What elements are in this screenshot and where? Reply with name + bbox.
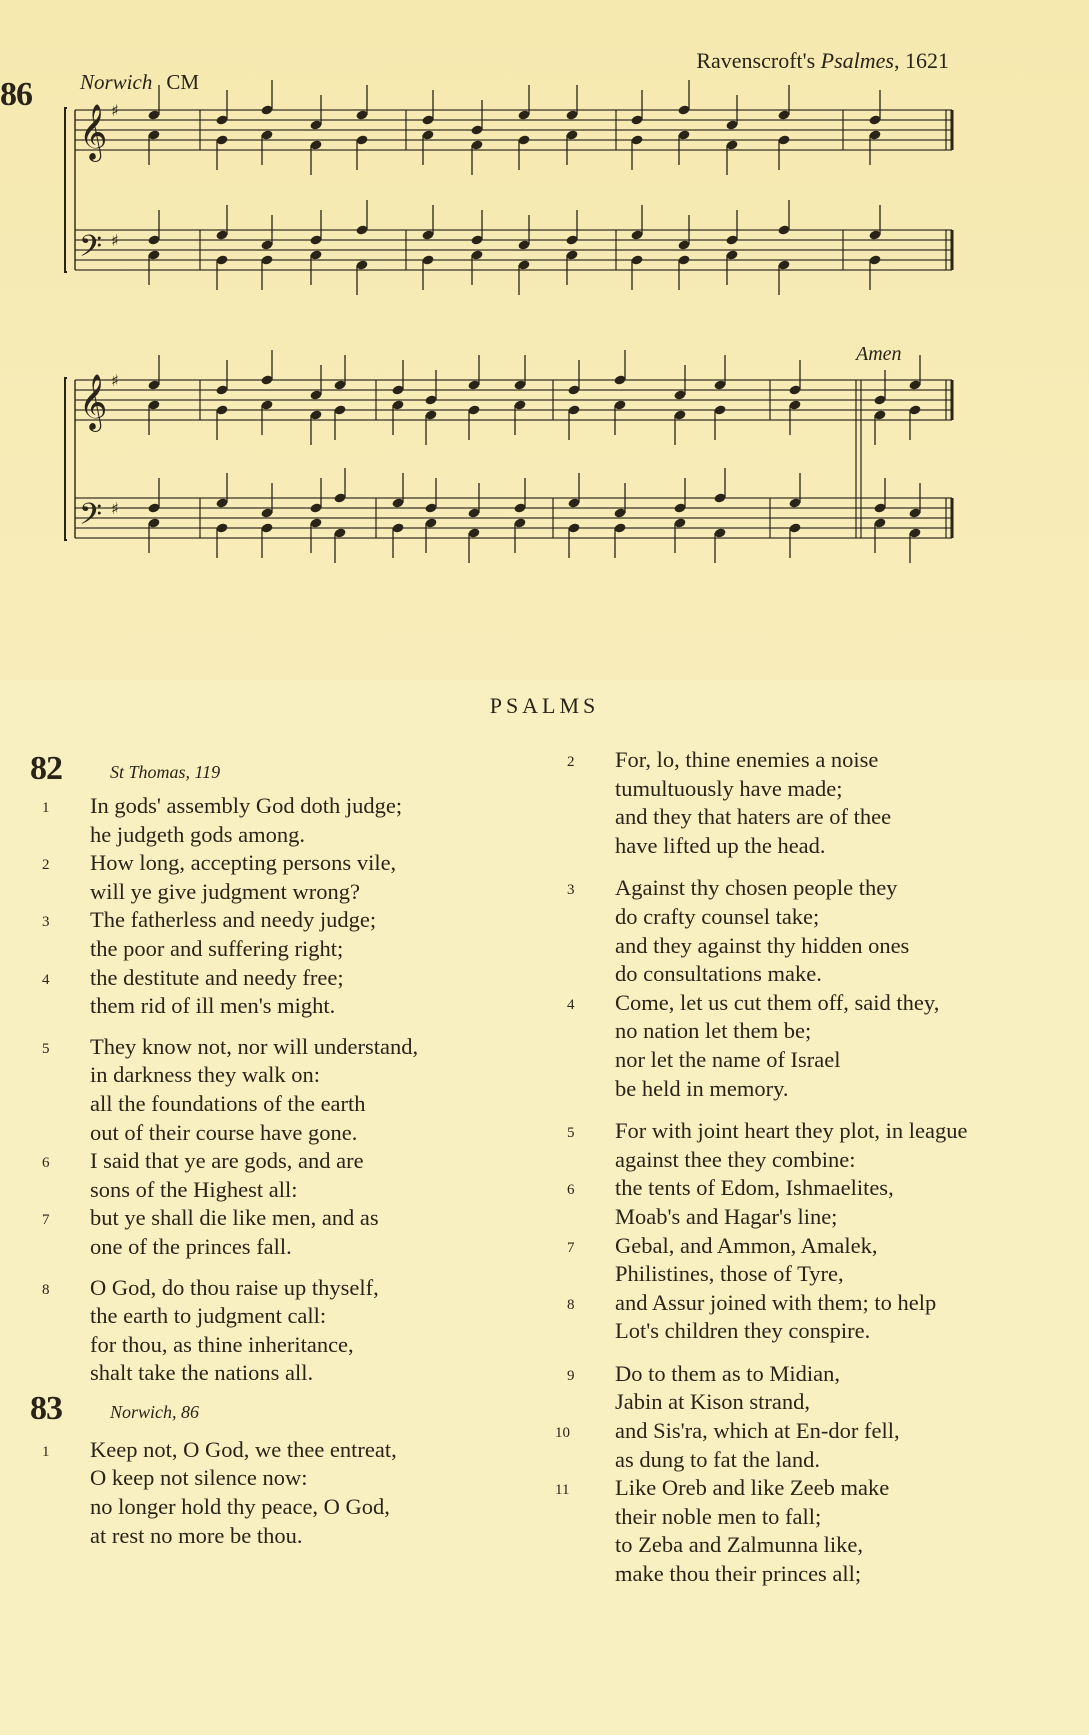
verse-number: 4 (42, 971, 50, 988)
right-column (555, 746, 1075, 1589)
verse-line: sons of the Highest all: (90, 1176, 298, 1202)
verse-line: Moab's and Hagar's line; (615, 1203, 838, 1229)
verse-line: How long, accepting persons vile, (90, 850, 397, 876)
verse-line: nor let the name of Israel (615, 1046, 841, 1072)
verse-line: but ye shall die like men, and as (90, 1205, 379, 1231)
verse-number: 2 (567, 754, 575, 770)
verse-line: will ye give judgment wrong? (90, 878, 360, 904)
hymn-source (696, 48, 949, 74)
verse-number: 9 (567, 1367, 575, 1384)
verse-number: 5 (567, 1125, 575, 1142)
verse-line: have lifted up the head. (615, 832, 826, 858)
verse-line: do consultations make. (615, 961, 822, 987)
verse-line: to Zeba and Zalmunna like, (615, 1532, 864, 1558)
verse (555, 874, 1075, 988)
verse-line: Gebal, and Ammon, Amalek, (615, 1232, 878, 1258)
verse-line: tumultuously have made; (615, 775, 843, 801)
psalm-83-number: 83 (30, 1389, 62, 1427)
verse-line: They know not, nor will understand, (90, 1033, 419, 1059)
verse-line: For, lo, thine enemies a noise (615, 747, 879, 772)
verse-group (555, 1360, 1075, 1589)
verse (555, 1289, 1075, 1346)
verse-line: make thou their princes all; (615, 1561, 862, 1587)
hymn-number: 86 (0, 76, 32, 113)
verse-text (90, 849, 510, 906)
verse-number: 2 (42, 857, 50, 874)
verse-number: 8 (567, 1296, 575, 1313)
verse (555, 1117, 1075, 1174)
bass-clef: 𝄢 (79, 498, 103, 539)
verse-text (90, 906, 510, 963)
verse-line: against thee they combine: (615, 1146, 856, 1172)
verse (30, 792, 510, 849)
verse-text (615, 1417, 1075, 1474)
verse-number: 5 (42, 1040, 50, 1057)
verse-line: I said that ye are gods, and are (90, 1148, 364, 1174)
verse-group (555, 874, 1075, 1103)
verse-line: Keep not, O God, we thee entreat, (90, 1436, 397, 1462)
verse-number: 1 (42, 800, 50, 816)
verse-line: and Assur joined with them; to help (615, 1289, 937, 1315)
verse-line: out of their course have gone. (90, 1119, 358, 1145)
verse-line: be held in memory. (615, 1075, 789, 1101)
verse-number: 6 (567, 1182, 575, 1199)
verse-text (90, 1033, 510, 1147)
verse-line: O keep not silence now: (90, 1465, 308, 1491)
verse-group (30, 1274, 510, 1388)
psalm-82-number: 82 (30, 750, 62, 787)
brace (65, 108, 67, 272)
verse-line: O God, do thou raise up thyself, (90, 1274, 379, 1300)
verse-number: 4 (567, 996, 575, 1013)
verse-group (30, 792, 510, 1021)
verse (30, 1204, 510, 1261)
verse-number: 6 (42, 1155, 50, 1172)
verse (555, 1474, 1075, 1588)
verse-line: The fatherless and needy judge; (90, 907, 377, 933)
music-system-2 (0, 350, 1089, 600)
verse-text (90, 964, 510, 1021)
verse-text (615, 989, 1075, 1103)
brace (65, 378, 67, 540)
treble-clef: 𝄞 (79, 104, 108, 160)
verse (555, 989, 1075, 1103)
verse (555, 1360, 1075, 1417)
verse-text (90, 1204, 510, 1261)
verse-text (90, 1274, 510, 1388)
verse-text (615, 1360, 1075, 1417)
verse (555, 1417, 1075, 1474)
amen-label: Amen (856, 343, 902, 365)
verse-line: all the foundations of the earth (90, 1090, 366, 1116)
verse-line: at rest no more be thou. (90, 1522, 303, 1548)
verse-line: Philistines, those of Tyre, (615, 1261, 844, 1287)
verse-line: the tents of Edom, Ishmaelites, (615, 1175, 894, 1201)
verse-number: 11 (555, 1482, 570, 1499)
verse-line: Lot's children they conspire. (615, 1318, 871, 1344)
verse-line: he judgeth gods among. (90, 821, 305, 847)
verse-number: 1 (42, 1443, 50, 1460)
verse (555, 1232, 1075, 1289)
verse-text (615, 1474, 1075, 1588)
verse-line: In gods' assembly God doth judge; (90, 793, 403, 818)
verse-group (555, 1117, 1075, 1346)
verse (30, 964, 510, 1021)
verse-line: Come, let us cut them off, said they, (615, 989, 940, 1015)
key-sharp: ♯ (111, 499, 119, 518)
verse-line: and they that haters are of thee (615, 804, 892, 830)
verse-group (555, 746, 1075, 860)
verse-line: do crafty counsel take; (615, 903, 820, 929)
section-title: PSALMS (489, 693, 600, 718)
verse-line: them rid of ill men's might. (90, 993, 336, 1019)
psalm-83-header (30, 1390, 510, 1434)
bass-clef: 𝄢 (79, 230, 103, 271)
hymn-meter: CM (166, 70, 200, 94)
psalm-83-verses-left (30, 1436, 510, 1550)
psalm-83-verses-right (555, 746, 1075, 1589)
verse-text (90, 1147, 510, 1204)
key-sharp: ♯ (111, 371, 119, 390)
verse-line: Against thy chosen people they (615, 875, 898, 901)
hymn-source-title: Psalmes (820, 48, 894, 73)
verse-line: the earth to judgment call: (90, 1303, 327, 1329)
hymn-tune-name: Norwich (80, 70, 153, 94)
verse (30, 1274, 510, 1388)
verse (30, 1436, 510, 1550)
verse-number: 7 (567, 1239, 575, 1256)
verse-line: and they against thy hidden ones (615, 932, 910, 958)
verse-group (30, 1033, 510, 1262)
treble-clef: 𝄞 (79, 374, 108, 430)
verse-number: 3 (567, 882, 575, 899)
verse (30, 849, 510, 906)
verse-line: no nation let them be; (615, 1018, 812, 1044)
verse-text (615, 1232, 1075, 1289)
verse-line: shalt take the nations all. (90, 1360, 314, 1386)
verse-line: the destitute and needy free; (90, 964, 344, 990)
verse-number: 10 (555, 1425, 570, 1442)
verse-text (615, 746, 1075, 860)
verse-line: one of the princes fall. (90, 1233, 292, 1259)
verse-text (615, 874, 1075, 988)
verse-line: For with joint heart they plot, in league (615, 1118, 968, 1144)
hymn-source-prefix: Ravenscroft's (696, 48, 821, 73)
verse (555, 746, 1075, 860)
psalm-82-tune: St Thomas, 119 (110, 762, 221, 782)
verse-line: their noble men to fall; (615, 1503, 822, 1529)
verse-text (90, 1436, 510, 1550)
verse-number: 3 (42, 914, 50, 931)
verse-line: Do to them as to Midian, (615, 1360, 840, 1386)
psalm-82-verses (30, 792, 510, 1388)
verse-text (90, 792, 510, 849)
verse (30, 906, 510, 963)
verse-line: as dung to fat the land. (615, 1446, 820, 1472)
verse (30, 1033, 510, 1147)
verse-line: and Sis'ra, which at En-dor fell, (615, 1418, 900, 1444)
verse-line: the poor and suffering right; (90, 935, 344, 961)
key-sharp: ♯ (111, 231, 119, 250)
verse-text (615, 1289, 1075, 1346)
verse-number: 7 (42, 1212, 50, 1229)
hymn-source-year: , 1621 (894, 48, 949, 73)
psalm-83-tune: Norwich, 86 (110, 1401, 200, 1422)
psalm-82-header (30, 750, 510, 794)
verse-group (30, 1436, 510, 1550)
verse-text (615, 1117, 1075, 1174)
verse-text (615, 1174, 1075, 1231)
verse (30, 1147, 510, 1204)
verse-line: Like Oreb and like Zeeb make (615, 1475, 890, 1501)
left-column (30, 750, 510, 1550)
verse (555, 1174, 1075, 1231)
verse-line: for thou, as thine inheritance, (90, 1331, 354, 1357)
verse-line: Jabin at Kison strand, (615, 1389, 810, 1415)
verse-number: 8 (42, 1281, 50, 1298)
verse-line: no longer hold thy peace, O God, (90, 1494, 390, 1520)
verse-line: in darkness they walk on: (90, 1062, 320, 1088)
music-system-1 (0, 80, 1089, 320)
key-sharp: ♯ (111, 101, 119, 120)
